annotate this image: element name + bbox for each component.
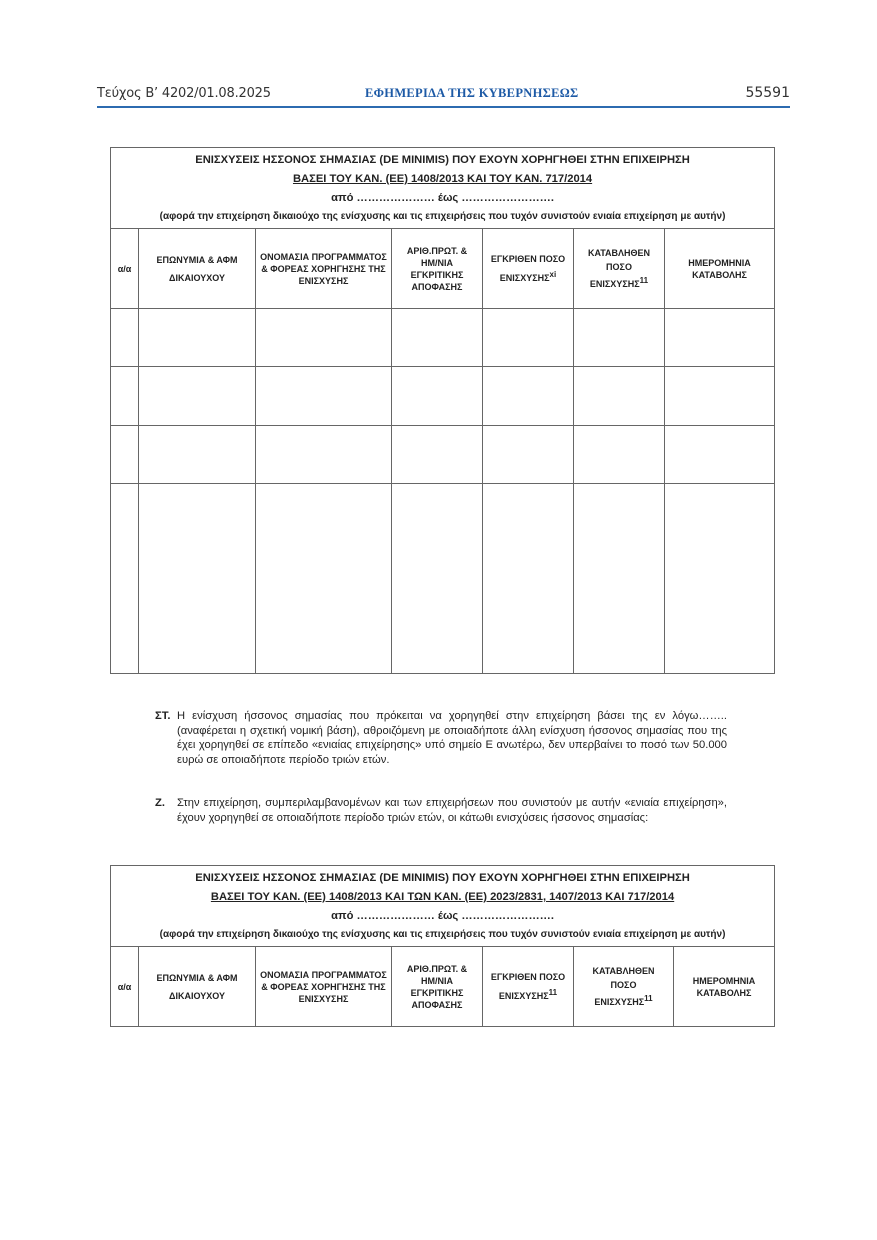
table-title: ΕΝΙΣΧΥΣΕΙΣ ΗΣΣΟΝΟΣ ΣΗΜΑΣΙΑΣ (DE MINIMIS) ΠΟΥ ΕΧΟΥΝ ΧΟΡΗΓΗΘΕΙ ΣΤΗΝ ΕΠΙΧΕΙΡΗΣΗ [111,866,775,889]
cell[interactable] [111,309,139,367]
de-minimis-table-2 [110,865,775,1027]
header-rule [97,106,790,108]
gazette-title: ΕΦΗΜΕΡΙΔΑ ΤΗΣ ΚΥΒΕΡΝΗΣΕΩΣ [365,86,579,100]
cell[interactable] [139,367,256,426]
section-st-label: ΣΤ. [155,710,171,722]
section-z-text: Στην επιχείρηση, συμπεριλαμβανομένων και των επιχειρήσεων που συνιστούν με αυτήν «ενιαία επιχείρηση», έχουν χορηγηθεί σε οποιαδήποτε περίοδο τριών ετών, οι κάτωθι ενισχύσεις ήσσονος σημασίας: [177,797,727,824]
col-header-programme: ΟΝΟΜΑΣΙΑ ΠΡΟΓΡΑΜΜΑΤΟΣ & ΦΟΡΕΑΣ ΧΟΡΗΓΗΣΗΣ ΤΗΣ ΕΝΙΣΧΥΣΗΣ [256,947,392,1027]
col-header-aa: α/α [111,229,139,309]
cell[interactable] [139,309,256,367]
table-row [111,426,775,484]
col-header-aa: α/α [111,947,139,1027]
cell[interactable] [483,426,574,484]
col-header-payment-date: ΗΜΕΡΟΜΗΝΙΑ ΚΑΤΑΒΟΛΗΣ [674,947,775,1027]
cell[interactable] [574,309,665,367]
col-header-paid-amount: ΚΑΤΑΒΛΗΘΕΝ ΠΟΣΟ ΕΝΙΣΧΥΣΗΣ$^{11}$ [574,947,674,1027]
section-z [155,796,727,825]
cell[interactable] [111,484,139,674]
col-header-decision: ΑΡΙΘ.ΠΡΩΤ. & ΗΜ/ΝΙΑ ΕΓΚΡΙΤΙΚΗΣ ΑΠΟΦΑΣΗΣ [392,229,483,309]
cell[interactable] [574,484,665,674]
cell[interactable] [392,426,483,484]
cell[interactable] [139,484,256,674]
cell[interactable] [256,367,392,426]
col-header-payment-date: ΗΜΕΡΟΜΗΝΙΑ ΚΑΤΑΒΟΛΗΣ [665,229,775,309]
table-legal-basis: ΒΑΣΕΙ ΤΟΥ ΚΑΝ. (ΕΕ) 1408/2013 ΚΑΙ ΤΩΝ ΚΑΝ. (ΕΕ) 2023/2831, 1407/2013 ΚΑΙ 717/2014 [111,888,775,907]
section-st-text: Η ενίσχυση ήσσονος σημασίας που πρόκειται να χορηγηθεί στην επιχείρηση βάσει της εν λόγω…….. (αναφέρεται η σχετική νομική βάση), αθροιζόμενη με οποιαδήποτε άλλη ενίσχυση ήσσονος σημασίας που της έχει χορηγηθεί σε επίπεδο «ενιαίας επιχείρησης» υπό σημείο Ε ανωτέρω, δεν υπερβαίνει το ποσό των 50.000 ευρώ σε οποιαδήποτε περίοδο τριών ετών. [177,710,727,766]
section-st [155,709,727,767]
de-minimis-table-1 [110,147,775,674]
cell[interactable] [483,309,574,367]
cell[interactable] [574,426,665,484]
col-header-beneficiary: ΕΠΩΝΥΜΙΑ & ΑΦΜ ΔΙΚΑΙΟΥΧΟΥ [139,229,256,309]
column-header-row [111,229,775,309]
table-note: (αφορά την επιχείρηση δικαιούχο της ενίσχυσης και τις επιχειρήσεις που τυχόν συνιστούν ενιαία επιχείρηση με αυτήν) [111,926,775,947]
cell[interactable] [665,309,775,367]
col-header-approved-amount: ΕΓΚΡΙΘΕΝ ΠΟΣΟ ΕΝΙΣΧΥΣΗΣ$^{xi}$ [483,229,574,309]
column-header-row [111,947,775,1027]
cell[interactable] [111,426,139,484]
issue-number: Τεύχος Β’ 4202/01.08.2025 [97,86,271,101]
table-row [111,484,775,674]
col-header-decision: ΑΡΙΘ.ΠΡΩΤ. & ΗΜ/ΝΙΑ ΕΓΚΡΙΤΙΚΗΣ ΑΠΟΦΑΣΗΣ [392,947,483,1027]
table-note: (αφορά την επιχείρηση δικαιούχο της ενίσχυσης και τις επιχειρήσεις που τυχόν συνιστούν ενιαία επιχείρηση με αυτήν) [111,208,775,229]
cell[interactable] [256,426,392,484]
table-title: ΕΝΙΣΧΥΣΕΙΣ ΗΣΣΟΝΟΣ ΣΗΜΑΣΙΑΣ (DE MINIMIS) ΠΟΥ ΕΧΟΥΝ ΧΟΡΗΓΗΘΕΙ ΣΤΗΝ ΕΠΙΧΕΙΡΗΣΗ [111,148,775,171]
cell[interactable] [256,309,392,367]
table-period: από ………………… έως ……………………. [111,189,775,208]
cell[interactable] [483,367,574,426]
table-period: από ………………… έως ……………………. [111,907,775,926]
page-number: 55591 [745,85,790,101]
col-header-programme: ΟΝΟΜΑΣΙΑ ΠΡΟΓΡΑΜΜΑΤΟΣ & ΦΟΡΕΑΣ ΧΟΡΗΓΗΣΗΣ ΤΗΣ ΕΝΙΣΧΥΣΗΣ [256,229,392,309]
cell[interactable] [392,484,483,674]
col-header-paid-amount: ΚΑΤΑΒΛΗΘΕΝ ΠΟΣΟ ΕΝΙΣΧΥΣΗΣ$^{11}$ [574,229,665,309]
section-z-label: Ζ. [155,797,165,809]
cell[interactable] [574,367,665,426]
cell[interactable] [665,426,775,484]
cell[interactable] [665,484,775,674]
table-row [111,367,775,426]
table-legal-basis: ΒΑΣΕΙ ΤΟΥ ΚΑΝ. (ΕΕ) 1408/2013 ΚΑΙ ΤΟΥ ΚΑΝ. 717/2014 [111,170,775,189]
table-row [111,309,775,367]
page-header [97,86,790,106]
cell[interactable] [392,309,483,367]
cell[interactable] [111,367,139,426]
col-header-beneficiary: ΕΠΩΝΥΜΙΑ & ΑΦΜ ΔΙΚΑΙΟΥΧΟΥ [139,947,256,1027]
cell[interactable] [256,484,392,674]
cell[interactable] [392,367,483,426]
col-header-approved-amount: ΕΓΚΡΙΘΕΝ ΠΟΣΟ ΕΝΙΣΧΥΣΗΣ$^{11}$ [483,947,574,1027]
cell[interactable] [483,484,574,674]
cell[interactable] [665,367,775,426]
cell[interactable] [139,426,256,484]
